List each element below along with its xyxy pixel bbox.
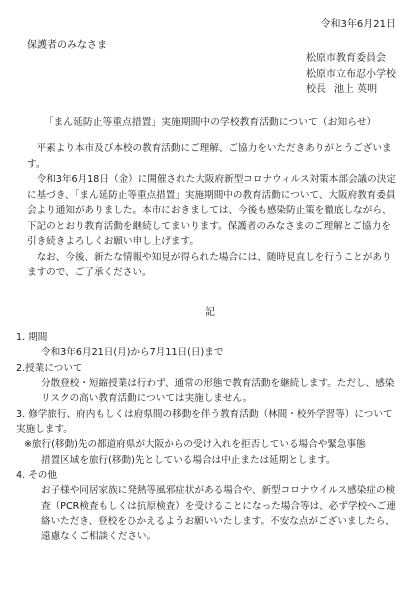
item-classes-body: 分散登校・短縮授業は行わず、通常の形態で教育活動を継続します。ただし、感染リスクの高い教育活動については実施しません。 — [41, 378, 395, 405]
principal-row — [306, 82, 396, 98]
addressee: 保護者のみなさま — [27, 40, 107, 51]
issue-date: 令和3年6月21日 — [320, 19, 396, 30]
item-other-heading: 4. その他 — [16, 470, 57, 482]
issuer-board: 松原市教育委員会 — [306, 53, 386, 64]
issuer-school: 松原市立布忍小学校 — [306, 68, 396, 80]
ki-heading: 記 — [205, 307, 215, 318]
item-trips-heading: 3. 修学旅行、府内もしくは府県間の移動を伴う教育活動（林間・校外学習等）について実施します。 — [16, 408, 393, 436]
item-classes-heading: 2.授業について — [16, 362, 83, 374]
principal-title: 校長 — [306, 84, 326, 95]
sender-block — [306, 51, 396, 98]
trip-note-heading: ※旅行(移動)先の都道府県が大阪からの受け入れを拒否している場合や緊急事態 — [24, 439, 366, 451]
item-period-heading: 1. 期間 — [16, 332, 48, 343]
item-period-body: 令和3年6月21日(月)から7月11日(日)まで — [41, 347, 224, 359]
paragraph-review: なお、今後、新たな情報や知見が得られた場合には、随時見直しを行うことがありますので、ご了承ください。 — [27, 251, 392, 279]
paragraph-decision: 令和3年6月18日（金）に開催された大阪府新型コロナウィルス対策本部会議の決定に基づき、「まん延防止等重点措置」実施期間中の教育活動について、大阪府教育委員会より通知がありました。本市におきましては、今後も感染防止策を徹底しながら、下記のとおり教育活動を継続してまいります。保護者のみなさまのご理解とご協力を引き続きよろしくお願い申し上げます。 — [27, 174, 396, 248]
notice-title: 「まん延防止等重点措置」実施期間中の学校教育活動について（お知らせ） — [43, 117, 377, 128]
notice-body — [27, 141, 398, 281]
paragraph-greeting: 平素より本市及び本校の教育活動にご理解、ご協力をいただきありがとうございます。 — [27, 143, 392, 170]
trip-note-body: 措置区域を旅行(移動)先としている場合は中止または延期とします。 — [41, 454, 336, 466]
items-list — [16, 330, 402, 545]
item-other-body: お子様や同居家族に発熱等風邪症状がある場合や、新型コロナウイルス感染症の検査（PCR検査もしくは抗原検査）を受けることになった場合等は、必ず学校へご連絡いただき、登校をひかえるようお願いいたします。不安な点がございましたら、遠慮なくご相談ください。 — [41, 485, 396, 543]
principal-name: 池上 英明 — [334, 84, 378, 95]
